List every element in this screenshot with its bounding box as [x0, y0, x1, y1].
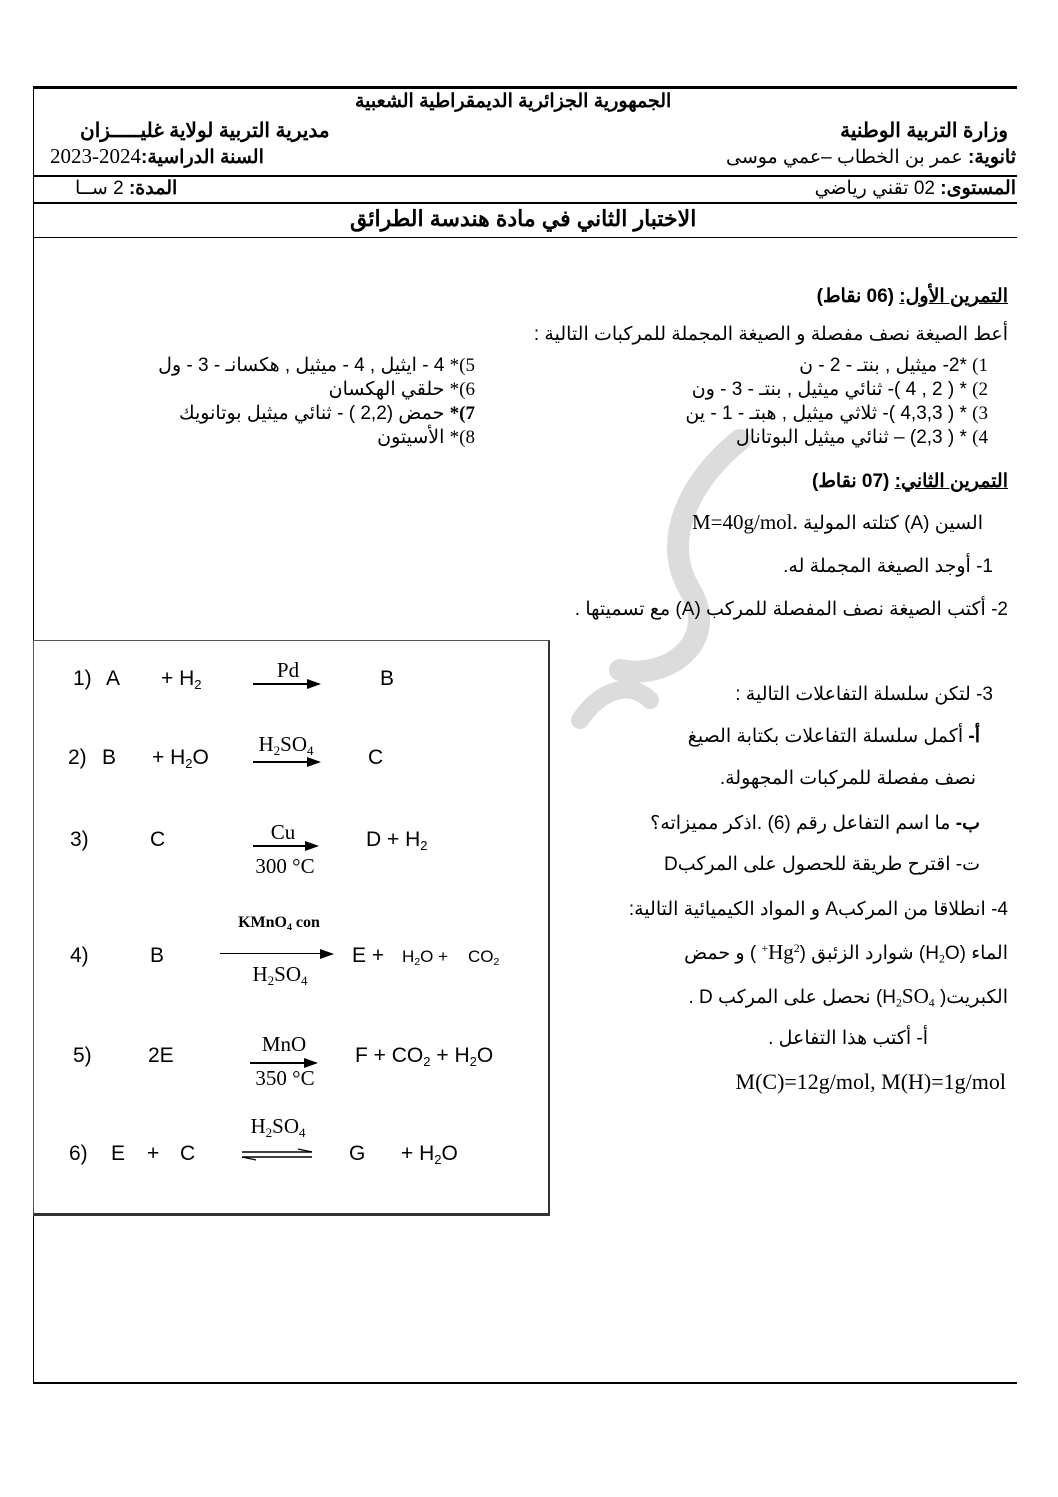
- school-line: [726, 146, 1016, 169]
- reaction-2-product: C: [368, 746, 384, 769]
- question-1: 1- أوجد الصيغة المجملة له.: [783, 556, 993, 577]
- formula: H: [402, 947, 415, 966]
- subscript: 2: [938, 952, 945, 966]
- reaction-arrow: [253, 845, 317, 847]
- list-item: [120, 426, 475, 450]
- list-item: [120, 378, 475, 402]
- formula: O: [476, 1044, 494, 1067]
- year-label: السنة الدراسية:: [141, 147, 264, 168]
- formula: SO: [274, 962, 302, 986]
- exercise2-intro: [692, 510, 983, 535]
- reaction-1-reactant: A: [106, 667, 121, 690]
- subscript: 2: [493, 956, 500, 969]
- reaction-4-number: 4): [70, 944, 89, 967]
- question-3b: [650, 812, 980, 835]
- reaction-1-catalyst: Pd: [276, 658, 300, 682]
- subscript: 2: [185, 755, 193, 771]
- subscript: 4: [301, 972, 308, 988]
- reaction-6-reactant1: E: [111, 1142, 126, 1165]
- exercise1-left-list: [120, 354, 475, 450]
- school-label: ثانوية:: [968, 147, 1016, 168]
- reaction-6-water: [401, 1142, 458, 1166]
- watermark-logo: [540, 420, 800, 760]
- question-4-line3: [688, 984, 1008, 1009]
- question-3c: ت- اقترح طريقة للحصول على المركبD: [663, 854, 980, 875]
- reaction-3-catalyst: Cu: [270, 820, 296, 844]
- title-divider-top: [33, 202, 1017, 204]
- formula: + H: [430, 1044, 470, 1067]
- formula: SO: [280, 732, 308, 756]
- formula: + H: [161, 667, 195, 690]
- item-number: 7)*: [449, 403, 475, 424]
- reaction-2-reactant: B: [102, 746, 117, 769]
- reaction-arrow: [250, 1062, 316, 1064]
- reaction-5-reactant: 2E: [148, 1044, 174, 1067]
- formula: O +: [420, 947, 449, 966]
- exercise1-instruction: أعط الصيغة نصف مفصلة و الصيغة المجملة للمركبات التالية :: [533, 324, 1008, 345]
- reaction-4-acid: [240, 962, 320, 987]
- q4-acid: ) و حمض: [684, 943, 762, 964]
- formula: O: [441, 1142, 458, 1165]
- question-3: 3- لتكن سلسلة التفاعلات التالية :: [735, 684, 993, 705]
- duration-value: 2 ســا: [75, 178, 129, 199]
- subscript: 2: [420, 837, 428, 853]
- exam-title: الاختبار الثاني في مادة هندسة الطرائق: [350, 206, 697, 231]
- item-text: * ( 2 , 4 )- ثنائي ميثيل , بنتـ - 3 - ون: [691, 379, 967, 400]
- reaction-arrow: [253, 683, 319, 685]
- hg-charge: 2+: [761, 941, 800, 955]
- question-3a-line1: [688, 725, 980, 748]
- q4-mercury: O) شوارد الزئبق (: [799, 943, 960, 964]
- directorate-name: مديرية التربية لولاية غليـــــزان: [80, 120, 330, 142]
- reaction-1-reagent: [161, 667, 202, 691]
- exercise1-right-list: [588, 354, 1008, 450]
- ministry-name: وزارة التربية الوطنية: [840, 120, 1008, 142]
- reaction-2-number: 2): [68, 746, 87, 769]
- list-item: [588, 402, 1008, 426]
- item-number: 1): [972, 355, 988, 376]
- reaction-6-catalyst: [240, 1114, 316, 1139]
- formula: + H: [401, 1142, 435, 1165]
- reaction-arrow: [253, 761, 319, 763]
- subscript: 2: [273, 742, 281, 758]
- q3a-label: أ-: [968, 726, 980, 747]
- exercise2-title: التمرين الثاني:: [894, 471, 1008, 492]
- list-item: [588, 378, 1008, 402]
- q4-product: ) نحصل على المركب D .: [688, 987, 883, 1008]
- question-4-line2: [684, 940, 1008, 965]
- item-text: *2- ميثيل , بنتـ - 2 - ن: [799, 355, 967, 376]
- item-text: حمض (2,2 ) - ثنائي ميثيل بوتانويك: [179, 403, 450, 424]
- reaction-2-catalyst: [250, 732, 322, 757]
- title-divider-bottom: [33, 237, 1017, 238]
- duration-label: المدة:: [128, 178, 178, 199]
- q3b-label: ب-: [955, 813, 980, 834]
- item-text: 4 - ايثيل , 4 - ميثيل , هكسانـ - 3 - ول: [158, 355, 450, 376]
- q3a-text: أكمل سلسلة التفاعلات بكتابة الصيغ: [687, 726, 969, 747]
- item-number: 8)*: [449, 427, 475, 448]
- reaction-3-temperature: 300 °C: [255, 854, 315, 878]
- intro-text: السين (A) كتلته المولية: [797, 513, 983, 534]
- item-number: 4): [972, 427, 988, 448]
- q4-sulfur: الكبريت( H: [882, 987, 1008, 1008]
- list-item: [588, 354, 1008, 378]
- exercise1-title: التمرين الأول:: [899, 286, 1008, 307]
- formula: F + CO: [355, 1044, 424, 1067]
- reaction-3-number: 3): [70, 828, 89, 851]
- hg-symbol: Hg: [768, 940, 794, 964]
- formula: H: [258, 732, 274, 756]
- question-3a-line2: نصف مفصلة للمركبات المجهولة.: [719, 768, 976, 789]
- reaction-4-co2: [468, 947, 499, 967]
- subscript: 2: [469, 1053, 477, 1069]
- reaction-2-reagent: [152, 746, 209, 770]
- equilibrium-arrow-icon: [240, 1148, 314, 1162]
- formula: KMnO: [238, 914, 287, 931]
- item-number: 2): [972, 379, 988, 400]
- formula: O: [192, 746, 209, 769]
- reaction-1-product: B: [380, 667, 395, 690]
- list-item: [120, 402, 475, 426]
- q3b-text: ما اسم التفاعل رقم (6) .اذكر مميزاته؟: [650, 813, 956, 834]
- exercise1-heading: [817, 285, 1008, 308]
- level-value: 02 تقني رياضي: [814, 178, 941, 199]
- subscript: 2: [434, 1151, 442, 1167]
- level-line: [815, 177, 1016, 200]
- reaction-3-product: [366, 828, 428, 852]
- reaction-6-number: 6): [69, 1142, 88, 1165]
- reaction-4-water: [402, 947, 448, 967]
- reaction-6-reactant2: C: [180, 1142, 196, 1165]
- reaction-3-reactant: C: [150, 828, 166, 851]
- reaction-arrow: [220, 953, 332, 954]
- level-label: المستوى:: [940, 178, 1016, 199]
- subscript: 4: [286, 921, 292, 933]
- subscript: 4: [928, 996, 935, 1010]
- republic-title: الجمهورية الجزائرية الديمقراطية الشعبية: [355, 91, 672, 112]
- reaction-5-temperature: 350 °C: [255, 1066, 315, 1090]
- subscript: 4: [307, 742, 314, 758]
- formula: con: [291, 914, 320, 931]
- school-value: عمر بن الخطاب –عمي موسى: [725, 147, 969, 168]
- formula: CO: [468, 947, 494, 966]
- reaction-5-catalyst: MnO: [261, 1032, 307, 1056]
- question-4a: أ- أكتب هذا التفاعل .: [768, 1028, 928, 1049]
- q4-water: الماء (H: [925, 943, 1008, 964]
- item-text: حلقي الهكسان: [328, 379, 450, 400]
- school-year-line: [50, 144, 264, 169]
- item-number: 6)*: [449, 379, 475, 400]
- formula: H: [250, 1114, 266, 1138]
- subscript: 2: [896, 996, 902, 1010]
- subscript: 2: [194, 676, 202, 692]
- reaction-6-product: G: [349, 1142, 366, 1165]
- reaction-6-plus: +: [147, 1142, 160, 1165]
- question-2: 2- أكتب الصيغة نصف المفصلة للمركب (A) مع تسميتها .: [574, 599, 1008, 620]
- formula: SO: [272, 1114, 300, 1138]
- reaction-5-number: 5): [73, 1044, 92, 1067]
- molar-masses: M(C)=12g/mol, M(H)=1g/mol: [735, 1069, 1006, 1094]
- list-item: [120, 354, 475, 378]
- reaction-4-oxidant: [220, 914, 338, 932]
- exercise1-points: (06 نقاط): [816, 286, 900, 307]
- reaction-4-reactant: B: [150, 944, 165, 967]
- subscript: 2: [423, 1053, 431, 1069]
- item-text: الأسيتون: [377, 427, 450, 448]
- item-text: * ( 2,3) – ثنائي ميثيل البوتانال: [735, 427, 967, 448]
- exercise2-points: (07 نقاط): [812, 471, 895, 492]
- reaction-1-number: 1): [73, 667, 92, 690]
- reaction-4-product: E +: [352, 944, 385, 967]
- exercise2-heading: [812, 470, 1008, 493]
- item-number: 3): [972, 403, 988, 424]
- intro-mass: M=40g/mol.: [691, 510, 798, 534]
- list-item: [588, 426, 1008, 450]
- subscript: 4: [299, 1124, 306, 1140]
- formula: + H: [152, 746, 186, 769]
- item-text: * ( 4,3,3 )- ثلاثي ميثيل , هبتـ - 1 - ين: [685, 403, 967, 424]
- formula: D + H: [366, 828, 421, 851]
- year-value: 2024-2023: [50, 144, 141, 168]
- formula: H: [252, 962, 268, 986]
- so-symbol: SO: [901, 984, 929, 1008]
- subscript: 2: [414, 956, 421, 969]
- duration-line: [75, 177, 177, 200]
- reaction-5-products: [355, 1044, 493, 1068]
- question-4-line1: 4- انطلاقا من المركبA و المواد الكيميائية التالية:: [628, 899, 1008, 920]
- subscript: 2: [265, 1124, 273, 1140]
- item-number: 5)*: [449, 355, 475, 376]
- subscript: 2: [267, 972, 275, 988]
